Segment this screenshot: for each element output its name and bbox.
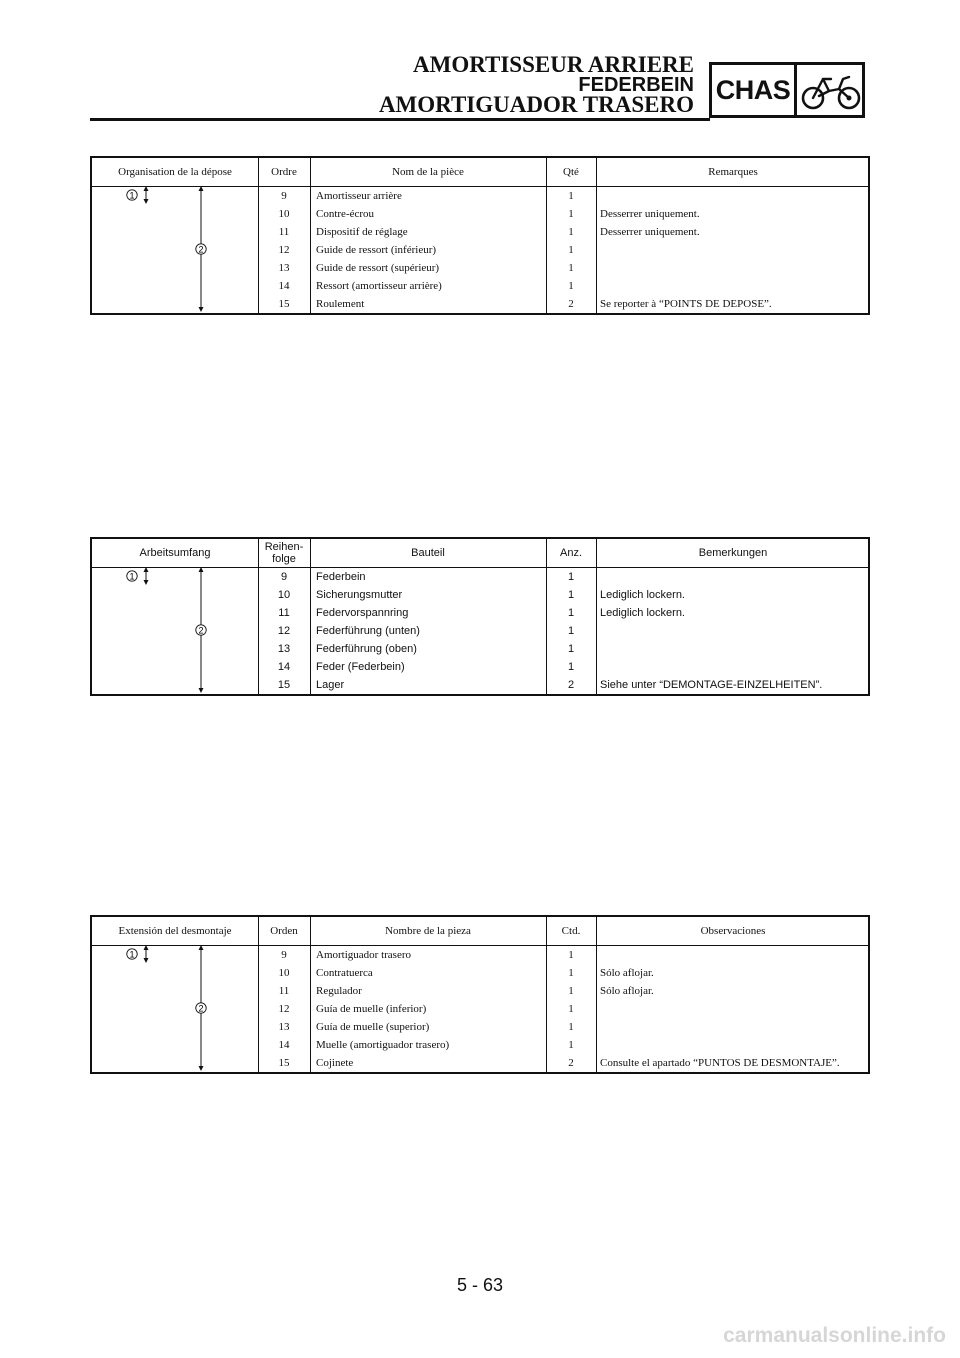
header-quantity: Qté [563, 166, 579, 178]
row-remarks [600, 622, 870, 640]
row-remarks [600, 277, 870, 295]
row-order: 9 [281, 190, 287, 202]
badge-divider [794, 65, 797, 115]
row-order: 12 [278, 244, 290, 256]
table-row [92, 964, 868, 982]
row-part-name: Amortiguador trasero [316, 949, 411, 961]
row-remarks [600, 241, 870, 259]
header-order: Reihen- folge [264, 541, 304, 565]
table-row [92, 241, 868, 259]
row-order: 11 [278, 985, 290, 997]
row-remarks [600, 658, 870, 676]
table-row [92, 1036, 868, 1054]
header-quantity: Ctd. [561, 925, 581, 937]
header-part-name: Bauteil [411, 547, 445, 559]
table-row [92, 604, 868, 622]
page-number: 5 - 63 [456, 1275, 504, 1295]
table-row [92, 1054, 868, 1072]
table-row [92, 1000, 868, 1018]
row-remarks: Sólo aflojar. [600, 967, 654, 979]
row-quantity: 1 [568, 967, 574, 979]
header-scope: Organisation de la dépose [118, 166, 232, 178]
row-part-name: Guide de ressort (inférieur) [316, 244, 437, 256]
sequence-marker-2-label: 2 [198, 625, 204, 636]
row-part-name: Guía de muelle (superior) [316, 1021, 430, 1033]
section-badge [709, 62, 865, 118]
row-part-name: Contratuerca [316, 967, 373, 979]
row-part-name: Roulement [316, 298, 365, 310]
table-row [92, 1018, 868, 1036]
table-row [92, 223, 868, 241]
row-remarks [600, 1036, 870, 1054]
sequence-marker-1-label: 1 [129, 949, 135, 960]
row-quantity: 1 [567, 589, 575, 601]
table-row [92, 568, 868, 586]
row-quantity: 2 [567, 679, 575, 691]
header-scope: Arbeitsumfang [139, 547, 211, 559]
row-order: 14 [278, 1039, 290, 1051]
row-part-name: Lager [316, 679, 345, 691]
row-remarks [600, 187, 870, 205]
row-remarks [600, 1000, 870, 1018]
title-german: FEDERBEIN [578, 74, 694, 96]
row-remarks: Lediglich lockern. [600, 607, 685, 619]
row-order: 13 [277, 643, 291, 655]
title-french: AMORTISSEUR ARRIERE [413, 52, 694, 77]
row-part-name: Federbein [316, 571, 366, 583]
sequence-marker-1-label: 1 [129, 571, 135, 582]
table-header [92, 158, 868, 187]
row-quantity: 1 [568, 190, 574, 202]
row-part-name: Regulador [316, 985, 362, 997]
row-order: 12 [277, 625, 291, 637]
row-remarks [600, 568, 870, 586]
sequence-marker-1-label: 1 [129, 190, 135, 201]
row-remarks: Desserrer uniquement. [600, 208, 700, 220]
row-quantity: 1 [568, 949, 574, 961]
row-part-name: Amortisseur arrière [316, 190, 402, 202]
row-quantity: 1 [567, 643, 575, 655]
row-remarks [600, 1018, 870, 1036]
row-order: 14 [278, 280, 290, 292]
row-quantity: 2 [568, 1057, 574, 1069]
table-row [92, 259, 868, 277]
table-row [92, 676, 868, 694]
row-quantity: 1 [568, 1039, 574, 1051]
header-remarks: Remarques [708, 166, 758, 178]
removal-table-french [90, 156, 870, 315]
row-quantity: 2 [568, 298, 574, 310]
table-body [92, 187, 868, 313]
row-quantity: 1 [567, 625, 575, 637]
header-order: Orden [270, 925, 298, 937]
row-remarks: Sólo aflojar. [600, 985, 654, 997]
table-body [92, 568, 868, 694]
row-part-name: Sicherungsmutter [316, 589, 403, 601]
row-quantity: 1 [568, 1021, 574, 1033]
table-row [92, 640, 868, 658]
row-remarks: Consulte el apartado “PUNTOS DE DESMONTAJE”. [600, 1057, 840, 1069]
row-quantity: 1 [568, 262, 574, 274]
row-quantity: 1 [567, 571, 575, 583]
header-quantity: Anz. [559, 547, 582, 559]
row-order: 10 [278, 967, 290, 979]
row-order: 15 [278, 298, 290, 310]
row-order: 10 [278, 208, 290, 220]
watermark: carmanualsonline.info [723, 1324, 946, 1347]
table-row [92, 946, 868, 964]
row-quantity: 1 [568, 208, 574, 220]
table-header [92, 539, 868, 568]
table-row [92, 622, 868, 640]
header-rule [90, 118, 710, 121]
row-order: 15 [277, 679, 291, 691]
row-part-name: Feder (Federbein) [316, 661, 405, 673]
row-order: 14 [277, 661, 291, 673]
row-quantity: 1 [568, 985, 574, 997]
row-part-name: Muelle (amortiguador trasero) [316, 1039, 450, 1051]
table-row [92, 277, 868, 295]
row-part-name: Ressort (amortisseur arrière) [316, 280, 442, 292]
row-quantity: 1 [568, 1003, 574, 1015]
table-row [92, 982, 868, 1000]
row-quantity: 1 [567, 661, 575, 673]
row-order: 9 [281, 949, 287, 961]
row-order: 13 [278, 262, 290, 274]
row-remarks [600, 640, 870, 658]
header-order: Ordre [271, 166, 297, 178]
row-order: 9 [280, 571, 288, 583]
row-part-name: Guía de muelle (inferior) [316, 1003, 427, 1015]
row-part-name: Cojinete [316, 1057, 354, 1069]
table-body [92, 946, 868, 1072]
row-part-name: Dispositif de réglage [316, 226, 408, 238]
row-remarks: Siehe unter “DEMONTAGE-EINZELHEITEN”. [600, 679, 823, 691]
row-part-name: Federvorspannring [316, 607, 409, 619]
table-header [92, 917, 868, 946]
table-row [92, 658, 868, 676]
row-remarks [600, 946, 870, 964]
row-part-name: Contre-écrou [316, 208, 375, 220]
row-order: 11 [278, 226, 290, 238]
row-quantity: 1 [568, 280, 574, 292]
row-order: 12 [278, 1003, 290, 1015]
row-quantity: 1 [567, 607, 575, 619]
header-part-name: Nom de la pièce [392, 166, 464, 178]
row-remarks: Desserrer uniquement. [600, 226, 700, 238]
sequence-marker-2-label: 2 [198, 244, 204, 255]
title-spanish: AMORTIGUADOR TRASERO [378, 92, 694, 117]
table-row [92, 586, 868, 604]
header-part-name: Nombre de la pieza [385, 925, 471, 937]
removal-table-german [90, 537, 870, 696]
row-remarks [600, 259, 870, 277]
row-part-name: Federführung (oben) [316, 643, 417, 655]
row-order: 13 [278, 1021, 290, 1033]
row-quantity: 1 [568, 244, 574, 256]
table-row [92, 205, 868, 223]
row-order: 11 [278, 607, 290, 619]
row-remarks: Lediglich lockern. [600, 589, 685, 601]
table-row [92, 295, 868, 313]
row-part-name: Guide de ressort (supérieur) [316, 262, 440, 274]
row-quantity: 1 [568, 226, 574, 238]
header-remarks: Bemerkungen [698, 547, 768, 559]
motorcycle-icon [799, 67, 863, 113]
row-part-name: Federführung (unten) [316, 625, 420, 637]
row-order: 10 [277, 589, 291, 601]
table-row [92, 187, 868, 205]
header-scope: Extensión del desmontaje [118, 925, 232, 937]
header-remarks: Observaciones [700, 925, 766, 937]
row-remarks: Se reporter à “POINTS DE DEPOSE”. [600, 298, 772, 310]
badge-label: CHAS [715, 75, 791, 105]
row-order: 15 [278, 1057, 290, 1069]
removal-table-spanish [90, 915, 870, 1074]
sequence-marker-2-label: 2 [198, 1003, 204, 1014]
